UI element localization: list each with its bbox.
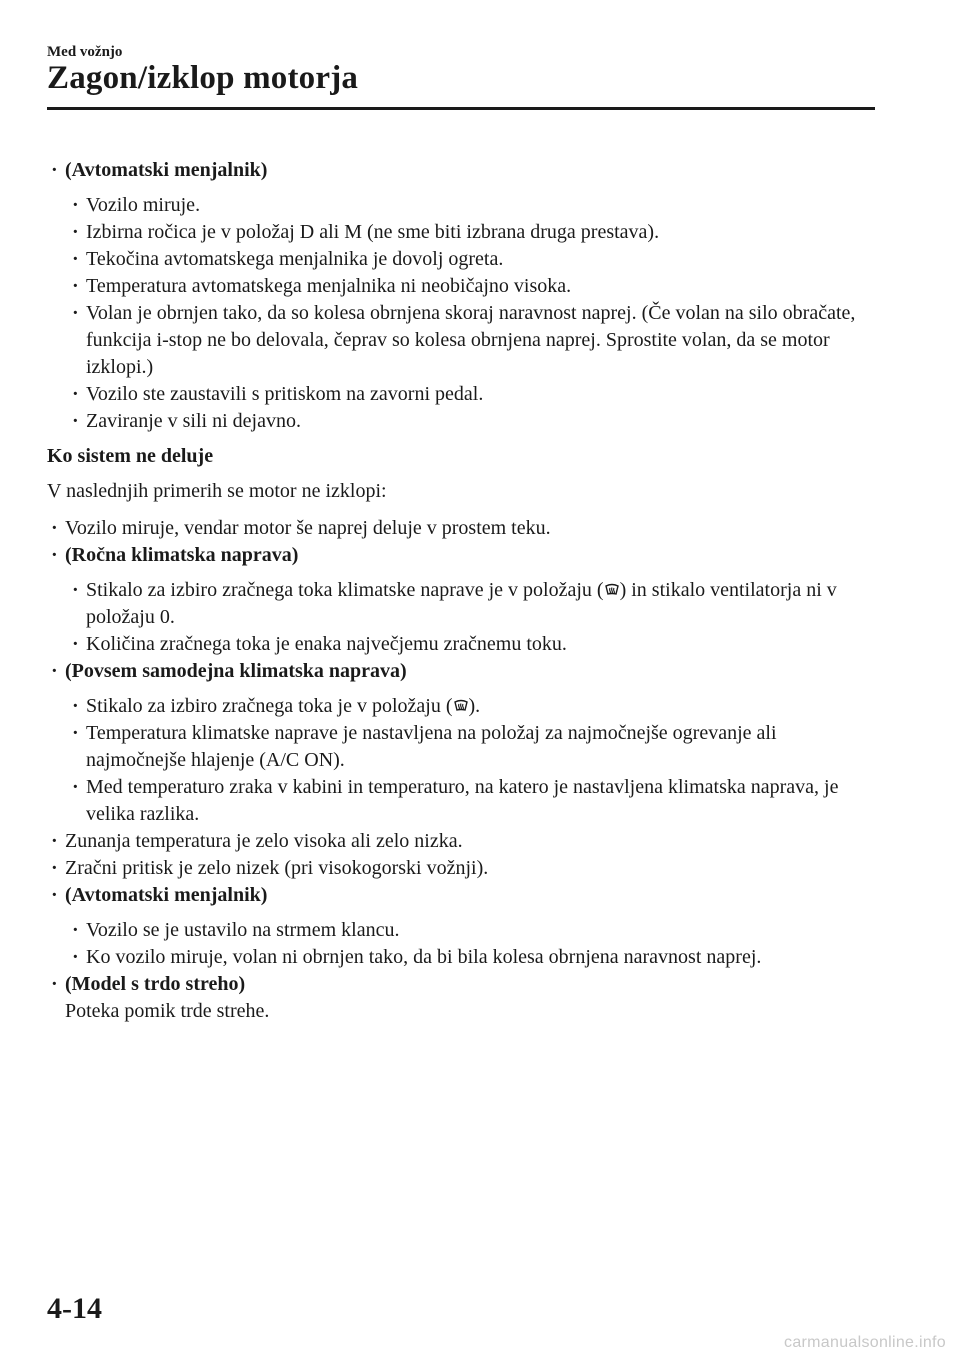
list-item [68,577,867,631]
list-item: · Tekočina avtomatskega menjalnika je dovolj ogreta. [68,246,867,273]
windshield-defroster-icon [604,582,620,598]
list-item: · Količina zračnega toka je enaka največjemu zračnemu toku. [68,631,867,658]
list-item: · Med temperaturo zraka v kabini in temperaturo, na katero je nastavljena klimatska naprava, je velika razlika. [68,774,867,828]
list-item: · Volan je obrnjen tako, da so kolesa obrnjena skoraj naravnost naprej. (Če volan na silo obračate, funkcija i-stop ne bo delovala, čeprav so kolesa obrnjena naprej. Sprostite volan, da se motor izklopi.) [68,300,867,381]
header-rule [47,107,875,110]
list-item: · Zračni pritisk je zelo nizek (pri visokogorski vožnji). [47,855,867,882]
list-item: · Vozilo ste zaustavili s pritiskom na zavorni pedal. [68,381,867,408]
list-item-hardtop [47,971,867,1025]
list-item-manual-ac-title: · (Ročna klimatska naprava) [47,542,867,569]
section-heading: Ko sistem ne deluje [47,445,214,467]
list-item: · Temperatura avtomatskega menjalnika ni neobičajno visoka. [68,273,867,300]
list-item-text: Stikalo za izbiro zračnega toka je v položaju ( [86,695,453,717]
list-item [68,693,867,720]
list-item-auto-trans-title: · (Avtomatski menjalnik) [47,157,867,184]
list-item-auto-trans-title: · (Avtomatski menjalnik) [47,882,867,909]
windshield-defroster-icon [453,698,469,714]
page-title: Zagon/izklop motorja [47,60,359,96]
section-intro: V naslednjih primerih se motor ne izklopi: [47,480,387,502]
list-item: · Ko vozilo miruje, volan ni obrnjen tako, da bi bila kolesa obrnjena naravnost naprej. [68,944,867,971]
list-item-text: Stikalo za izbiro zračnega toka klimatske naprave je v položaju ( [86,579,604,601]
list-item: · Izbirna ročica je v položaj D ali M (ne sme biti izbrana druga prestava). [68,219,867,246]
list-item-text: ). [468,695,481,717]
list-item: · Temperatura klimatske naprave je nastavljena na položaj za najmočnejše ogrevanje ali najmočnejše hlajenje (A/C ON). [68,720,867,774]
page-number: 4-14 [47,1292,102,1325]
page-content [47,157,867,1025]
list-item: · Vozilo miruje. [68,192,867,219]
list-item: · Vozilo miruje, vendar motor še naprej deluje v prostem teku. [47,515,867,542]
list-item: · Vozilo se je ustavilo na strmem klancu. [68,917,867,944]
list-item-auto-ac-title: · (Povsem samodejna klimatska naprava) [47,658,867,685]
watermark: carmanualsonline.info [784,1334,946,1351]
list-item: · Zaviranje v sili ni dejavno. [68,408,867,435]
list-item-hardtop-title: · (Model s trdo streho) [65,973,246,995]
list-item-text: ) in stikalo ventilatorja ni v položaju 0. [86,579,837,628]
list-item-hardtop-text: Poteka pomik trde strehe. [65,1000,270,1022]
list-item: · Zunanja temperatura je zelo visoka ali zelo nizka. [47,828,867,855]
section-label: Med vožnjo [47,44,123,60]
